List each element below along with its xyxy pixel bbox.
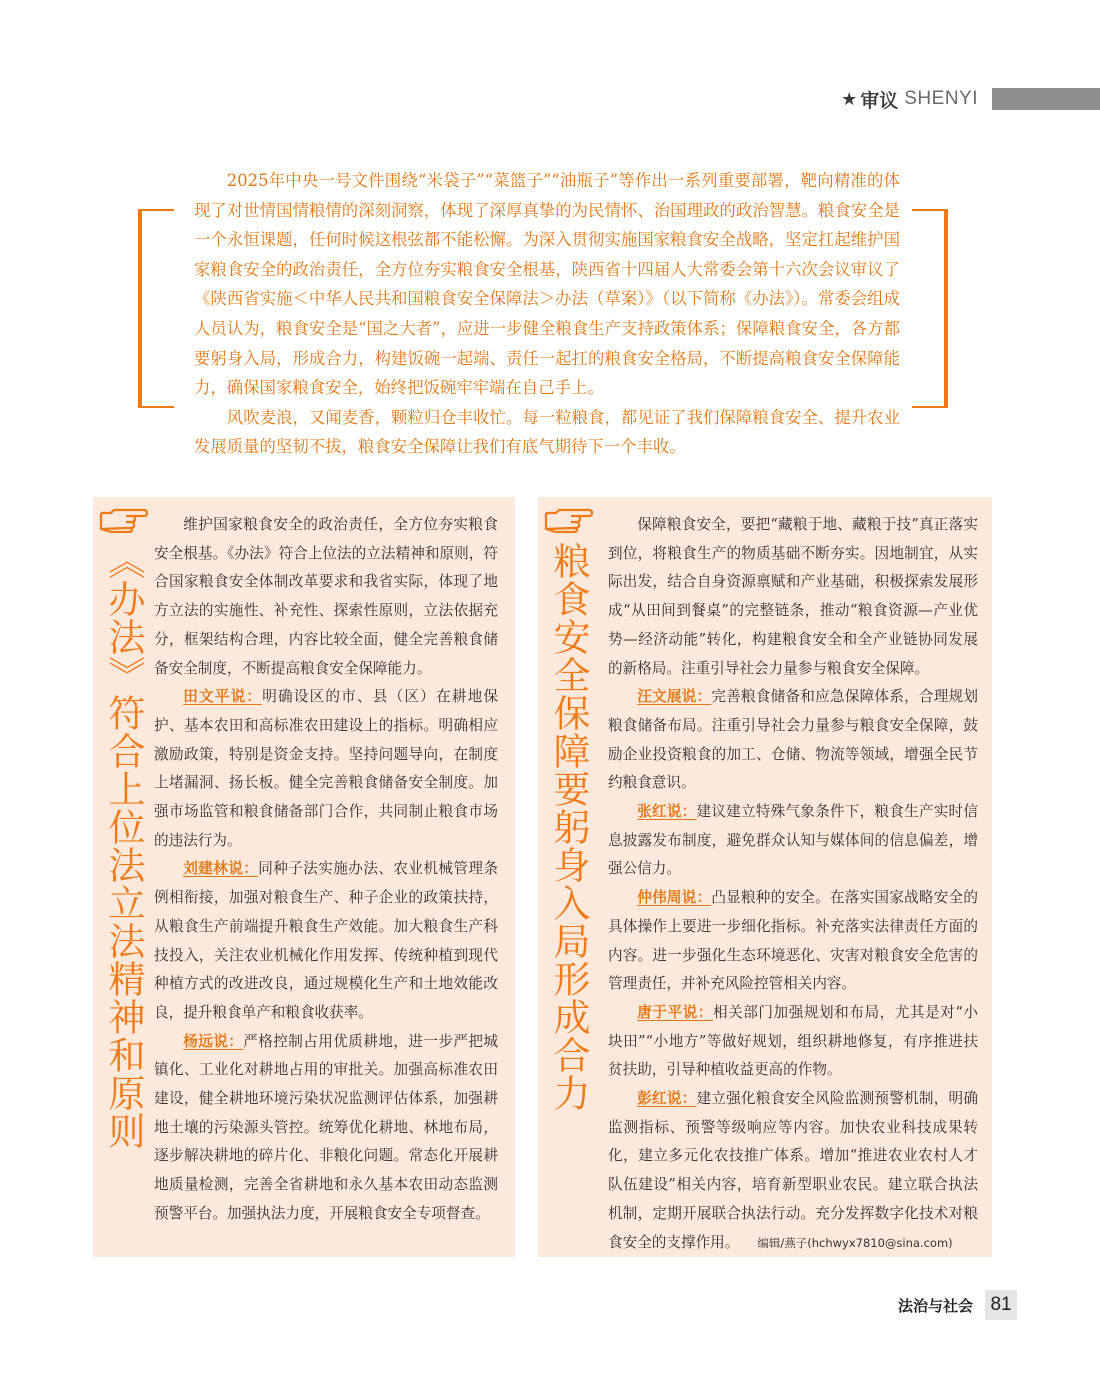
section-header (841, 86, 1100, 112)
opinion-item (154, 855, 498, 1027)
opinion-item (608, 999, 978, 1085)
section-label (841, 86, 978, 113)
star-icon: ★ (841, 88, 858, 110)
opinion-text: 明确设区的市、县（区）在耕地保护、基本农田和高标准农田建设上的指标。明确相应激励政策，特别是资金支持。坚持问题导向，在制度上堵漏洞、扬长板。健全完善粮食储备安全制度。加强市场监管和粮食储备部门合作，共同制止粮食市场的违法行为。 (154, 688, 498, 849)
column-left (93, 497, 515, 1257)
intro-text (194, 166, 900, 462)
column-title: 《办法》符合上位法立法精神和原则 (102, 542, 145, 1150)
opinion-item (608, 683, 978, 798)
intro-paragraph: 风吹麦浪，又闻麦香，颗粒归仓丰收忙。每一粒粮食，都见证了我们保障粮食安全、提升农业发展质量的坚韧不拔，粮食安全保障让我们有底气期待下一个丰收。 (194, 407, 900, 457)
right-bracket (912, 209, 948, 408)
page-number: 81 (985, 1290, 1017, 1320)
speaker-name: 杨远说： (183, 1032, 244, 1050)
intro-paragraph: 2025年中央一号文件围绕“米袋子”“菜篮子”“油瓶子”等作出一系列重要部署，靶向精准的体现了对世情国情粮情的深刻洞察，体现了深厚真挚的为民情怀、治国理政的政治智慧。粮食安全是一个永恒课题，任何时候这根弦都不能松懈。为深入贯彻实施国家粮食安全战略，坚定扛起维护国家粮食安全的政治责任，全方位夯实粮食安全根基，陕西省十四届人大常委会第十六次会议审议了《陕西省实施＜中华人民共和国粮食安全保障法＞办法（草案）》（以下简称《办法》）。常委会组成人员认为，粮食安全是“国之大者”，应进一步健全粮食生产支持政策体系；保障粮食安全，各方都要躬身入局，形成合力，构建饭碗一起端、责任一起扛的粮食安全格局，不断提高粮食安全保障能力，确保国家粮食安全，始终把饭碗牢牢端在自己手上。 (194, 171, 900, 398)
speaker-name: 彭红说： (637, 1090, 697, 1108)
column-title: 粮食安全保障要躬身入局形成合力 (547, 542, 590, 1112)
opinion-text: 同种子法实施办法、农业机械管理条例相衔接，加强对粮食生产、种子企业的政策扶持，从粮食生产前端提升粮食生产效能。加大粮食生产科技投入，关注农业机械化作用发挥、传统种植到现代种植方式的改进改良，通过规模化生产和土地效能改良，提升粮食单产和粮食收获率。 (154, 860, 498, 1021)
section-pinyin: SHENYI (904, 88, 978, 109)
section-name: 审议 (860, 89, 899, 112)
pointing-hand-icon (98, 507, 148, 533)
column-body (608, 511, 978, 1257)
opinion-item (608, 884, 978, 999)
column-body (154, 511, 498, 1229)
left-bracket (138, 209, 174, 408)
pointing-hand-icon (543, 507, 593, 533)
speaker-name: 田文平说： (183, 688, 263, 706)
header-bar (992, 88, 1100, 110)
opinion-text: 完善粮食储备和应急保障体系，合理规划粮食储备布局。注重引导社会力量参与粮食安全保障，鼓励企业投资粮食的加工、仓储、物流等领域，增强全民节约粮食意识。 (608, 688, 978, 792)
magazine-name: 法治与社会 (898, 1296, 974, 1315)
speaker-name: 刘建林说： (183, 860, 259, 878)
column-lead: 维护国家粮食安全的政治责任，全方位夯实粮食安全根基。《办法》符合上位法的立法精神和原则，符合国家粮食安全体制改革要求和我省实际，体现了地方立法的实施性、补充性、探索性原则，立法依据充分，框架结构合理，内容比较全面，健全完善粮食储备安全制度，不断提高粮食安全保障能力。 (154, 516, 498, 677)
opinion-text: 严格控制占用优质耕地，进一步严把城镇化、工业化对耕地占用的审批关。加强高标准农田建设，健全耕地环境污染状况监测评估体系，加强耕地土壤的污染源头管控。统筹优化耕地、林地布局，逐步解决耕地的碎片化、非粮化问题。常态化开展耕地质量检测，完善全省耕地和永久基本农田动态监测预警平台。加强执法力度，开展粮食安全专项督查。 (154, 1032, 498, 1222)
page-footer (898, 1290, 1017, 1320)
editor-credit: 编辑/燕子(hchwyx7810@sina.com) (757, 1235, 953, 1250)
opinion-item (608, 798, 978, 884)
opinion-item (154, 683, 498, 855)
opinion-text: 建议建立特殊气象条件下，粮食生产实时信息披露发布制度，避免群众认知与媒体间的信息偏差，增强公信力。 (608, 803, 978, 878)
opinion-item (154, 1028, 498, 1229)
speaker-name: 汪文展说： (637, 688, 712, 706)
speaker-name: 仲伟周说： (637, 889, 712, 907)
opinion-item (608, 1085, 978, 1257)
speaker-name: 张红说： (637, 803, 697, 821)
speaker-name: 唐于平说： (637, 1003, 713, 1021)
opinion-text: 相关部门加强规划和布局，尤其是对“小块田”“小地方”等做好规划，组织耕地修复，有序推进扶贫扶助，引导种植收益更高的作物。 (608, 1003, 978, 1079)
opinion-text: 建立强化粮食安全风险监测预警机制，明确监测指标、预警等级响应等内容。加快农业科技成果转化，建立多元化农技推广体系。增加“推进农业农村人才队伍建设”相关内容，培育新型职业农民。建立联合执法机制，定期开展联合执法行动。充分发挥数字化技术对粮食安全的支撑作用。 (608, 1090, 978, 1251)
column-lead: 保障粮食安全，要把“藏粮于地、藏粮于技”真正落实到位，将粮食生产的物质基础不断夯实。因地制宜，从实际出发，结合自身资源禀赋和产业基础，积极探索发展形成“从田间到餐桌”的完整链条，推动“粮食资源—产业优势—经济动能”转化，构建粮食安全和全产业链协同发展的新格局。注重引导社会力量参与粮食安全保障。 (608, 516, 978, 677)
opinion-text: 凸显粮种的安全。在落实国家战略安全的具体操作上要进一步细化指标。补充落实法律责任方面的内容。进一步强化生态环境恶化、灾害对粮食安全危害的管理责任，并补充风险控管相关内容。 (608, 889, 978, 993)
column-right (538, 497, 992, 1257)
